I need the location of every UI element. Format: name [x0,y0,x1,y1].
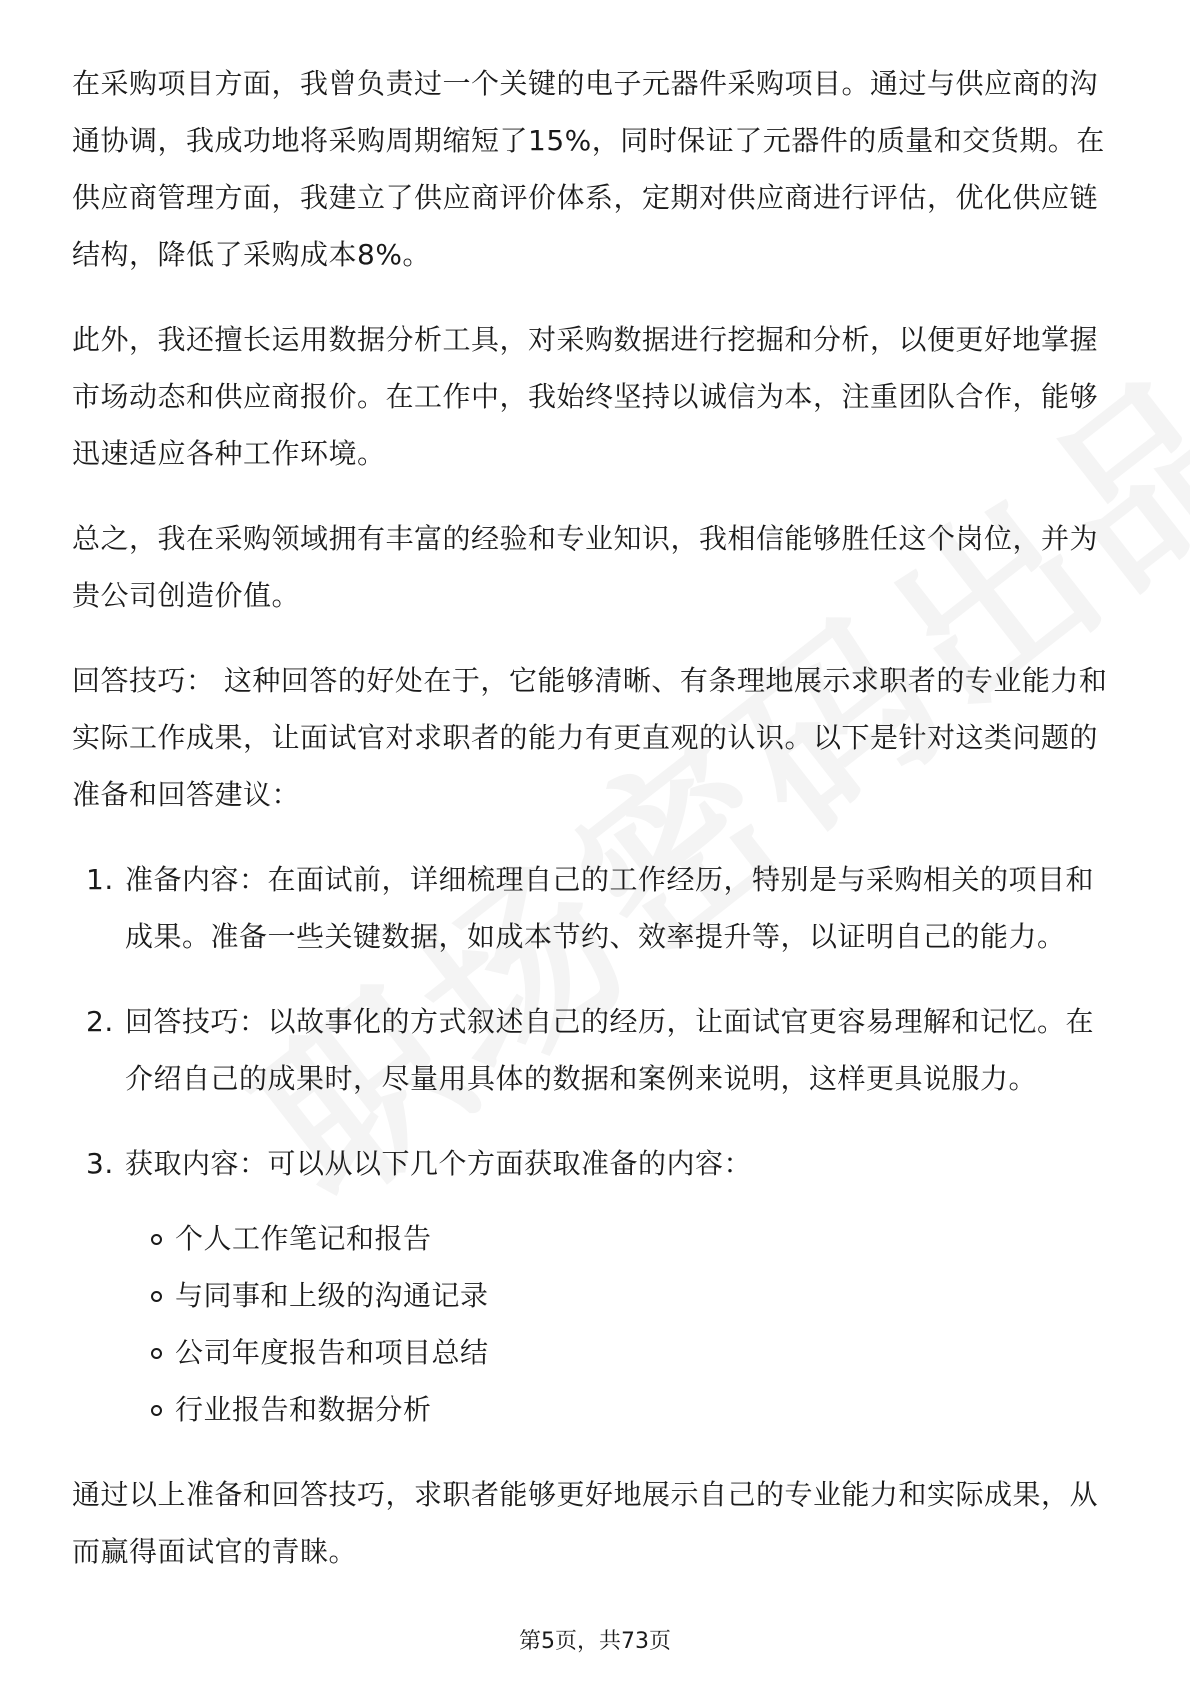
bullet-text: 个人工作笔记和报告 [175,1222,432,1255]
paragraph-procurement-project: 在采购项目方面，我曾负责过一个关键的电子元器件采购项目。通过与供应商的沟通协调，我成功地将采购周期缩短了15%，同时保证了元器件的质量和交货期。在供应商管理方面，我建立了供应商评价体系，定期对供应商进行评估，优化供应链结构，降低了采购成本8%。 [72,67,1105,271]
bullet-text: 公司年度报告和项目总结 [175,1336,489,1369]
bullet-list [125,1210,1122,1438]
numbered-list [72,851,1122,1438]
paragraph-data-analysis: 此外，我还擅长运用数据分析工具，对采购数据进行挖掘和分析，以便更好地掌握市场动态和供应商报价。在工作中，我始终坚持以诚信为本，注重团队合作，能够迅速适应各种工作环境。 [72,323,1099,470]
bullet-circle-icon [151,1234,162,1245]
list-item [72,993,1122,1107]
bullet-item [125,1210,1122,1267]
paragraph-conclusion: 通过以上准备和回答技巧，求职者能够更好地展示自己的专业能力和实际成果，从而赢得面试官的青睐。 [72,1478,1099,1568]
bullet-item [125,1381,1122,1438]
bullet-item [125,1324,1122,1381]
bullet-circle-icon [151,1405,162,1416]
list-item [72,1135,1122,1438]
bullet-text: 与同事和上级的沟通记录 [175,1279,489,1312]
list-item-text: 获取内容：可以从以下几个方面获取准备的内容： [125,1147,753,1180]
bullet-circle-icon [151,1348,162,1359]
list-number: 1. [86,863,114,896]
paragraph-summary: 总之，我在采购领域拥有丰富的经验和专业知识，我相信能够胜任这个岗位，并为贵公司创造价值。 [72,522,1099,612]
bullet-text: 行业报告和数据分析 [175,1393,432,1426]
list-item [72,851,1122,965]
list-item-text: 准备内容：在面试前，详细梳理自己的工作经历，特别是与采购相关的项目和成果。准备一些关键数据，如成本节约、效率提升等，以证明自己的能力。 [125,863,1095,953]
page-footer: 第5页，共73页 [519,1629,671,1654]
bullet-item [125,1267,1122,1324]
paragraph-answer-tips: 回答技巧： 这种回答的好处在于，它能够清晰、有条理地展示求职者的专业能力和实际工作成果，让面试官对求职者的能力有更直观的认识。以下是针对这类问题的准备和回答建议： [72,664,1108,811]
document-body [72,55,1122,1608]
bullet-circle-icon [151,1291,162,1302]
list-number: 2. [86,1005,114,1038]
list-item-text: 回答技巧：以故事化的方式叙述自己的经历，让面试官更容易理解和记忆。在介绍自己的成果时，尽量用具体的数据和案例来说明，这样更具说服力。 [125,1005,1095,1095]
list-number: 3. [86,1147,114,1180]
